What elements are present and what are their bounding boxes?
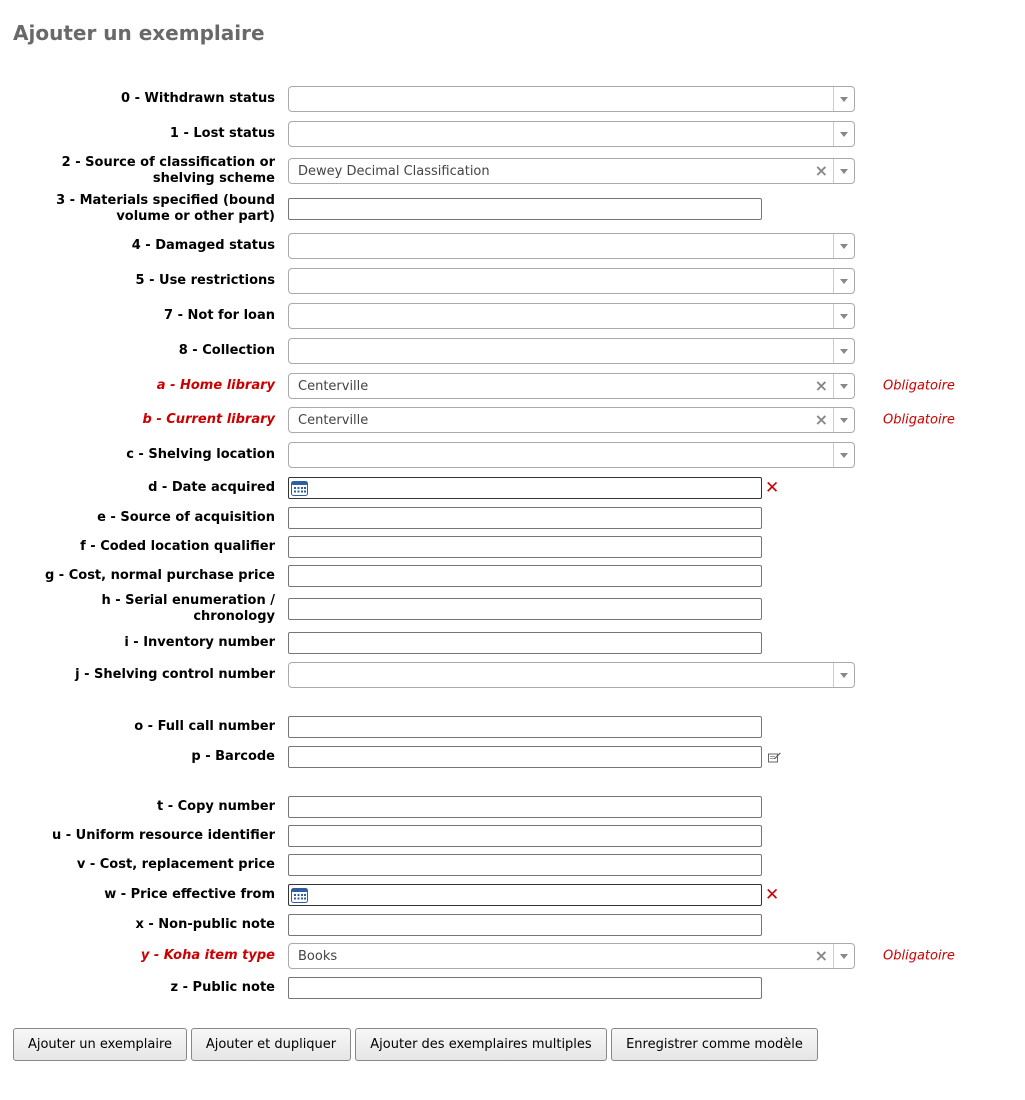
field-row-purchase-price: [0, 565, 1025, 587]
date-acquired-input[interactable]: [288, 477, 762, 499]
field-row-shelving-location: [0, 441, 1025, 469]
field-label: v - Cost, replacement price: [76, 857, 275, 872]
field-row-public-note: [0, 977, 1025, 999]
damaged-status-select[interactable]: [288, 233, 855, 259]
field-row-barcode: [0, 746, 1025, 768]
clear-icon[interactable]: ×: [814, 410, 828, 429]
field-row-damaged: [0, 232, 1025, 260]
save-as-template-button[interactable]: Enregistrer comme modèle: [611, 1028, 818, 1061]
current-library-select[interactable]: [288, 407, 855, 433]
purchase-price-input[interactable]: [288, 565, 762, 587]
field-label: z - Public note: [170, 980, 275, 995]
withdrawn-status-select[interactable]: [288, 86, 855, 112]
barcode-edit-icon[interactable]: [768, 752, 781, 763]
field-row-acquisition-source: [0, 507, 1025, 529]
home-library-select[interactable]: [288, 373, 855, 399]
lost-status-select[interactable]: [288, 121, 855, 147]
field-label: u - Uniform resource identifier: [51, 828, 275, 843]
not-for-loan-select[interactable]: [288, 303, 855, 329]
field-label-required: y - Koha item type: [140, 948, 275, 963]
field-label-required: a - Home library: [156, 378, 275, 393]
field-row-not-for-loan: [0, 302, 1025, 330]
clear-icon[interactable]: ×: [814, 376, 828, 395]
use-restrictions-select[interactable]: [288, 268, 855, 294]
replacement-price-input[interactable]: [288, 854, 762, 876]
clear-date-icon[interactable]: ✕: [765, 885, 780, 905]
field-row-coded-location: [0, 536, 1025, 558]
field-row-lost: [0, 120, 1025, 148]
add-item-button[interactable]: Ajouter un exemplaire: [13, 1028, 187, 1061]
field-label: h - Serial enumeration / chronology: [101, 593, 275, 624]
field-label: e - Source of acquisition: [97, 510, 275, 525]
field-label: o - Full call number: [134, 719, 275, 734]
field-row-call-number: [0, 716, 1025, 738]
chevron-down-icon[interactable]: [833, 234, 854, 258]
field-label: t - Copy number: [156, 799, 275, 814]
field-label: j - Shelving control number: [75, 667, 275, 682]
page-title: Ajouter un exemplaire: [13, 21, 265, 45]
chevron-down-icon[interactable]: [833, 944, 854, 968]
field-row-item-type: [0, 942, 1025, 970]
clear-icon[interactable]: ×: [814, 161, 828, 180]
chevron-down-icon[interactable]: [833, 663, 854, 687]
field-label: 0 - Withdrawn status: [121, 91, 275, 106]
field-label: 2 - Source of classification or shelving scheme: [61, 155, 275, 186]
field-row-copy-number: [0, 796, 1025, 818]
required-indicator: Obligatoire: [883, 378, 955, 394]
field-row-nonpublic-note: [0, 914, 1025, 936]
chevron-down-icon[interactable]: [833, 374, 854, 398]
field-label: g - Cost, normal purchase price: [44, 568, 275, 583]
select-value: Centerville: [298, 413, 369, 428]
calendar-icon[interactable]: [291, 887, 308, 903]
field-label: f - Coded location qualifier: [80, 539, 275, 554]
field-label-required: b - Current library: [142, 412, 275, 427]
call-number-input[interactable]: [288, 716, 762, 738]
field-row-materials-specified: [0, 193, 1025, 225]
nonpublic-note-input[interactable]: [288, 914, 762, 936]
acquisition-source-input[interactable]: [288, 507, 762, 529]
chevron-down-icon[interactable]: [833, 443, 854, 467]
public-note-input[interactable]: [288, 977, 762, 999]
add-multiple-button[interactable]: Ajouter des exemplaires multiples: [355, 1028, 607, 1061]
chevron-down-icon[interactable]: [833, 304, 854, 328]
required-indicator: Obligatoire: [883, 412, 955, 428]
field-label: 4 - Damaged status: [131, 238, 275, 253]
field-label: 8 - Collection: [178, 343, 275, 358]
field-label: 7 - Not for loan: [164, 308, 275, 323]
chevron-down-icon[interactable]: [833, 122, 854, 146]
field-row-date-acquired: [0, 476, 1025, 500]
clear-date-icon[interactable]: ✕: [765, 478, 780, 498]
field-row-home-library: [0, 372, 1025, 400]
field-row-inventory-number: [0, 632, 1025, 654]
field-row-serial-enumeration: [0, 593, 1025, 625]
chevron-down-icon[interactable]: [833, 159, 854, 183]
field-row-price-effective: [0, 883, 1025, 907]
field-label: i - Inventory number: [124, 635, 275, 650]
uri-input[interactable]: [288, 825, 762, 847]
field-label: 1 - Lost status: [169, 126, 275, 141]
field-label: c - Shelving location: [126, 447, 275, 462]
calendar-icon[interactable]: [291, 480, 308, 496]
field-row-current-library: [0, 406, 1025, 434]
field-row-shelving-control: [0, 661, 1025, 689]
chevron-down-icon[interactable]: [833, 269, 854, 293]
field-row-uri: [0, 825, 1025, 847]
select-value: Dewey Decimal Classification: [298, 164, 490, 179]
field-label: 3 - Materials specified (bound volume or other part): [56, 193, 275, 224]
field-label: p - Barcode: [191, 749, 275, 764]
serial-enumeration-input[interactable]: [288, 598, 762, 620]
shelving-control-select[interactable]: [288, 662, 855, 688]
chevron-down-icon[interactable]: [833, 87, 854, 111]
item-type-select[interactable]: [288, 943, 855, 969]
collection-select[interactable]: [288, 338, 855, 364]
field-row-replacement-price: [0, 854, 1025, 876]
copy-number-input[interactable]: [288, 796, 762, 818]
add-and-duplicate-button[interactable]: Ajouter et dupliquer: [191, 1028, 351, 1061]
barcode-input[interactable]: [288, 746, 762, 768]
field-row-withdrawn: [0, 85, 1025, 113]
classification-source-select[interactable]: [288, 158, 855, 184]
materials-specified-input[interactable]: [288, 198, 762, 220]
field-row-classification-source: [0, 155, 1025, 187]
inventory-number-input[interactable]: [288, 632, 762, 654]
coded-location-input[interactable]: [288, 536, 762, 558]
field-row-use-restrictions: [0, 267, 1025, 295]
select-value: Centerville: [298, 379, 369, 394]
shelving-location-select[interactable]: [288, 442, 855, 468]
required-indicator: Obligatoire: [883, 948, 955, 964]
chevron-down-icon[interactable]: [833, 339, 854, 363]
price-effective-input[interactable]: [288, 884, 762, 906]
clear-icon[interactable]: ×: [814, 946, 828, 965]
field-label: x - Non-public note: [135, 917, 275, 932]
select-value: Books: [298, 949, 338, 964]
field-label: 5 - Use restrictions: [135, 273, 275, 288]
field-label: d - Date acquired: [148, 480, 275, 495]
field-label: w - Price effective from: [104, 887, 275, 902]
chevron-down-icon[interactable]: [833, 408, 854, 432]
field-row-collection: [0, 337, 1025, 365]
